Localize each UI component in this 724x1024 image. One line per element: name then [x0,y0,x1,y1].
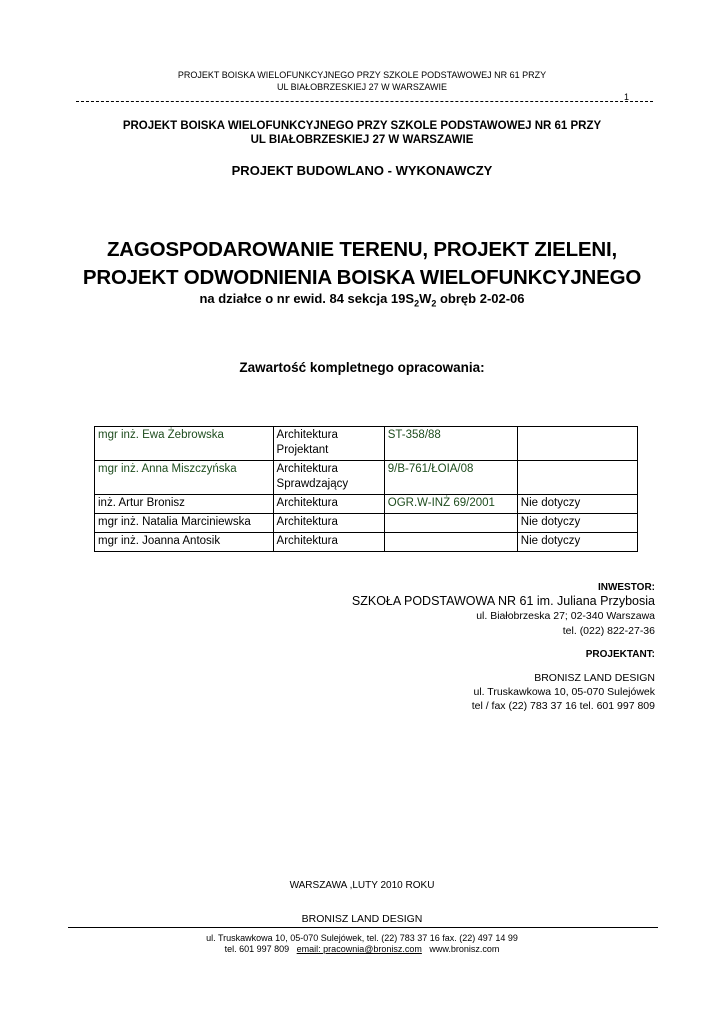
city-date: WARSZAWA ,LUTY 2010 ROKU [289,880,435,891]
team-license-cell: OGR.W-INŻ 69/2001 [384,495,517,514]
footer-address-line: ul. Truskawkowa 10, 05-070 Sulejówek, tel. (22) 783 37 16 fax. (22) 497 14 99 [206,933,518,943]
plot-prefix: na działce o nr ewid. 84 sekcja 19S [199,291,415,306]
team-note-cell [517,427,637,461]
team-license-cell: ST-358/88 [384,427,517,461]
team-note-cell [517,461,637,495]
designer-label: PROJEKTANT: [585,649,655,660]
footer-company: BRONISZ LAND DESIGN [301,913,423,925]
investor-block [352,582,655,638]
table-row [95,533,638,552]
designer-name: BRONISZ LAND DESIGN [534,672,655,684]
team-name-cell: mgr inż. Natalia Marciniewska [95,514,274,533]
investor-phone: tel. (022) 822-27-36 [562,625,655,637]
table-row [95,427,638,461]
designer-block [472,649,655,713]
project-title-line2: UL BIAŁOBRZESKIEJ 27 W WARSZAWIE [250,134,474,146]
main-title-line2: PROJEKT ODWODNIENIA BOISKA WIELOFUNKCYJNEGO [82,266,642,289]
investor-address: ul. Białobrzeska 27; 02-340 Warszawa [476,610,655,622]
table-row [95,514,638,533]
investor-label: INWESTOR: [597,582,655,593]
team-note-cell: Nie dotyczy [517,533,637,552]
plot-sub1: 2 [414,298,420,309]
footer-email-link[interactable]: email: pracownia@bronisz.com [296,944,422,954]
main-title-line1: ZAGOSPODAROWANIE TERENU, PROJEKT ZIELENI, [106,238,618,261]
table-row [95,495,638,514]
designer-address: ul. Truskawkowa 10, 05-070 Sulejówek [473,686,655,698]
plot-mid: W [419,291,432,306]
team-role-cell: Architektura [273,533,384,552]
contents-heading: Zawartość kompletnego opracowania: [239,360,485,375]
running-header-line1: PROJEKT BOISKA WIELOFUNKCYJNEGO PRZY SZKOLE PODSTAWOWEJ NR 61 PRZY [177,70,547,80]
team-license-cell [384,514,517,533]
team-license-cell [384,533,517,552]
document-subtitle: PROJEKT BUDOWLANO - WYKONAWCZY [231,163,493,178]
main-title [0,236,724,292]
footer-website[interactable]: www.bronisz.com [429,944,500,954]
plot-sub2: 2 [431,298,437,309]
plot-description [0,291,724,309]
running-header [0,69,724,93]
table-row [95,461,638,495]
team-name-cell: mgr inż. Ewa Żebrowska [95,427,274,461]
team-name-cell: mgr inż. Joanna Antosik [95,533,274,552]
footer-rule [68,927,658,928]
team-name-cell: inż. Artur Bronisz [95,495,274,514]
team-role-cell: Architektura Sprawdzający [273,461,384,495]
team-note-cell: Nie dotyczy [517,514,637,533]
investor-name: SZKOŁA PODSTAWOWA NR 61 im. Juliana Przybosia [351,594,655,608]
footer-contact-line [0,944,724,955]
running-header-line2: UL BIAŁOBRZESKIEJ 27 W WARSZAWIE [276,82,448,92]
team-role-cell: Architektura [273,495,384,514]
team-name-cell: mgr inż. Anna Miszczyńska [95,461,274,495]
project-title-line1: PROJEKT BOISKA WIELOFUNKCYJNEGO PRZY SZKOLE PODSTAWOWEJ NR 61 PRZY [122,120,602,132]
team-table [94,426,638,552]
designer-phone: tel / fax (22) 783 37 16 tel. 601 997 809 [471,700,655,712]
team-note-cell: Nie dotyczy [517,495,637,514]
team-role-cell: Architektura Projektant [273,427,384,461]
page-number: 1 [624,92,630,102]
footer-contact [0,933,724,955]
team-license-cell: 9/B-761/ŁOIA/08 [384,461,517,495]
project-title [0,119,724,147]
team-role-cell: Architektura [273,514,384,533]
plot-suffix: obręb 2-02-06 [436,291,525,306]
footer-phone: tel. 601 997 809 [224,944,290,954]
header-rule [76,101,653,102]
